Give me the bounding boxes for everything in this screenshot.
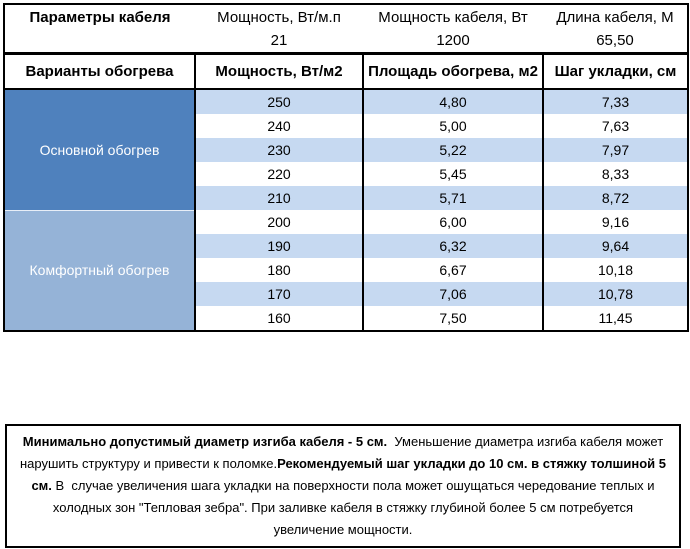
table-row — [4, 210, 688, 234]
group-cell-main-heating: Основной обогрев — [4, 89, 195, 210]
header-step: Шаг укладки, см — [543, 54, 688, 90]
step-cell: 9,64 — [543, 234, 688, 258]
note-segment-bold: Рекомендуемый шаг укладки до 10 см. в стяжку толшиной 5 см. — [31, 456, 670, 493]
header-power: Мощность, Вт/м2 — [195, 54, 363, 90]
area-cell: 7,50 — [363, 306, 543, 331]
param-power-per-m-label: Мощность, Вт/м.п — [217, 8, 341, 26]
power-cell: 250 — [195, 89, 363, 114]
area-cell: 4,80 — [363, 89, 543, 114]
step-cell: 11,45 — [543, 306, 688, 331]
area-cell: 5,71 — [363, 186, 543, 210]
step-cell: 7,97 — [543, 138, 688, 162]
note-text — [19, 431, 670, 541]
heating-header-row — [4, 54, 688, 90]
area-cell: 6,32 — [363, 234, 543, 258]
power-cell: 200 — [195, 210, 363, 234]
param-cable-length-label: Длина кабеля, М — [556, 8, 674, 26]
area-cell: 5,22 — [363, 138, 543, 162]
step-cell: 9,16 — [543, 210, 688, 234]
note-box — [5, 424, 681, 548]
power-cell: 170 — [195, 282, 363, 306]
table-row — [4, 89, 688, 114]
sheet — [0, 3, 690, 549]
step-cell: 7,33 — [543, 89, 688, 114]
power-cell: 190 — [195, 234, 363, 258]
step-cell: 7,63 — [543, 114, 688, 138]
power-cell: 210 — [195, 186, 363, 210]
group-cell-comfort-heating: Комфортный обогрев — [4, 210, 195, 331]
power-cell: 240 — [195, 114, 363, 138]
header-variants: Варианты обогрева — [4, 54, 195, 90]
power-cell: 180 — [195, 258, 363, 282]
cable-parameters-table — [3, 3, 689, 332]
note-segment: В случае увеличения шага укладки на поверхности пола может ошущаться чередование теплых и холодных зон "Тепловая зебра". При заливке кабеля в стяжку глубиной более 5 см потребуется увеличение мощности. — [51, 478, 659, 537]
header-area: Площадь обогрева, м2 — [363, 54, 543, 90]
area-cell: 6,67 — [363, 258, 543, 282]
params-title: Параметры кабеля — [29, 8, 171, 26]
step-cell: 10,78 — [543, 282, 688, 306]
power-cell: 230 — [195, 138, 363, 162]
param-cable-power-label: Мощность кабеля, Вт — [378, 8, 528, 26]
power-cell: 220 — [195, 162, 363, 186]
param-cable-power-value: 1200 — [363, 29, 543, 54]
step-cell: 8,72 — [543, 186, 688, 210]
step-cell: 8,33 — [543, 162, 688, 186]
empty-cell — [4, 29, 195, 54]
area-cell: 5,00 — [363, 114, 543, 138]
area-cell: 6,00 — [363, 210, 543, 234]
param-power-per-m-value: 21 — [195, 29, 363, 54]
note-segment-bold: Минимально допустимый диаметр изгиба кабеля - 5 см. — [22, 434, 388, 449]
step-cell: 10,18 — [543, 258, 688, 282]
note-segment: Уменьшение диаметра изгиба кабеля может нарушить структуру и привести к поломке. — [19, 434, 667, 471]
params-label-row — [4, 4, 688, 29]
power-cell: 160 — [195, 306, 363, 331]
params-value-row — [4, 29, 688, 54]
area-cell: 5,45 — [363, 162, 543, 186]
area-cell: 7,06 — [363, 282, 543, 306]
param-cable-length-value: 65,50 — [543, 29, 688, 54]
